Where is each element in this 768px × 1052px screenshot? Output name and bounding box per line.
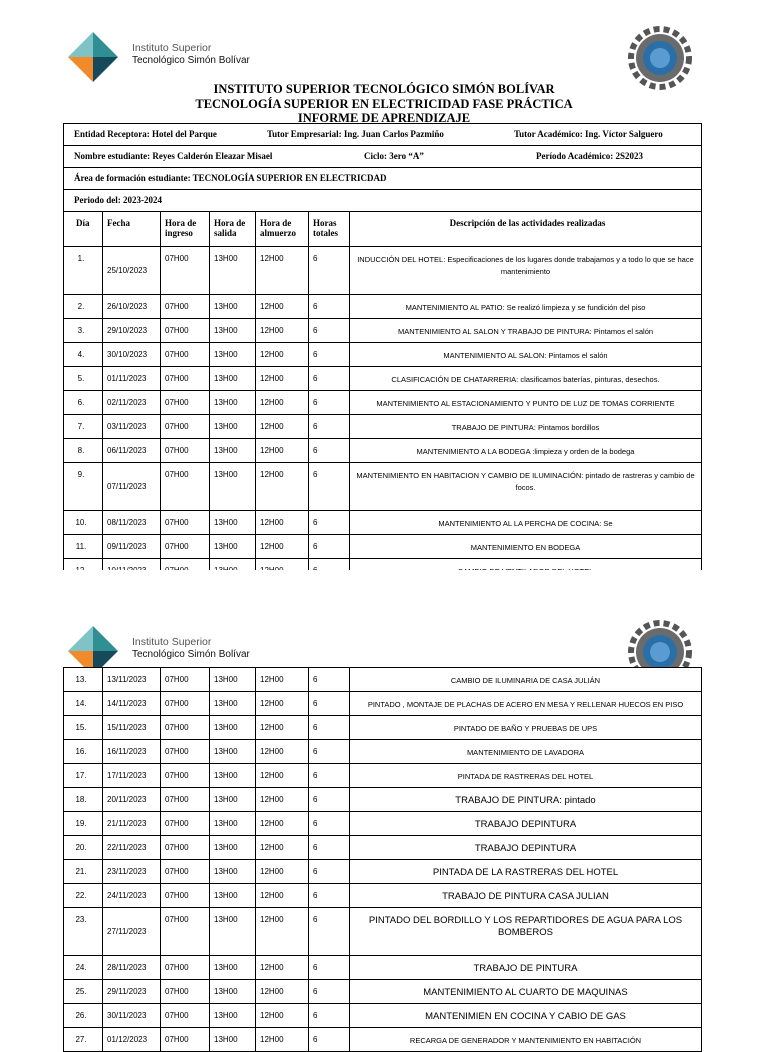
row-descripcion: MANTENIMIENTO DE LAVADORA [350,740,702,764]
document-page-2 [0,612,768,1045]
row-horas-totales: 6 [309,716,350,740]
table-row [64,511,702,535]
row-descripcion: MANTENIMIENTO AL PATIO: Se realizó limpieza y se fundición del piso [350,295,702,319]
col-horas-totales: Horas totales [309,212,350,247]
title-line-2: TECNOLOGÍA SUPERIOR EN ELECTRICIDAD FASE PRÁCTICA [195,96,573,111]
table-row [64,980,702,1004]
row-horas-totales: 6 [309,956,350,980]
row-hora-ingreso: 07H00 [161,319,210,343]
area-formacion: Área de formación estudiante: TECNOLOGÍA SUPERIOR EN ELECTRICDAD [74,173,387,183]
row-number: 25. [64,980,103,1004]
row-fecha: 30/10/2023 [103,343,161,367]
row-horas-totales: 6 [309,812,350,836]
row-fecha: 14/11/2023 [103,692,161,716]
row-horas-totales: 6 [309,511,350,535]
row-descripcion: MANTENIMIENTO A LA BODEGA :limpieza y orden de la bodega [350,439,702,463]
row-hora-ingreso: 07H00 [161,415,210,439]
row-hora-salida: 13H00 [210,716,256,740]
row-fecha: 26/10/2023 [103,295,161,319]
row-hora-salida: 13H00 [210,668,256,692]
row-hora-almuerzo: 12H00 [256,247,309,295]
row-number: 20. [64,836,103,860]
row-fecha: 08/11/2023 [103,511,161,535]
row-fecha: 16/11/2023 [103,740,161,764]
row-hora-ingreso: 07H00 [161,860,210,884]
row-hora-salida: 13H00 [210,692,256,716]
table-row [64,295,702,319]
row-hora-ingreso: 07H00 [161,812,210,836]
row-hora-almuerzo: 12H00 [256,860,309,884]
row-number: 7. [64,415,103,439]
row-number: 17. [64,764,103,788]
row-fecha: 30/11/2023 [103,1004,161,1028]
row-hora-salida: 13H00 [210,788,256,812]
table-row [64,1028,702,1052]
row-hora-ingreso: 07H00 [161,956,210,980]
row-hora-almuerzo: 12H00 [256,463,309,511]
info-header-table [63,123,702,212]
row-horas-totales: 6 [309,1004,350,1028]
col-fecha: Fecha [103,212,161,247]
row-number: 3. [64,319,103,343]
col-hora-salida: Hora de salida [210,212,256,247]
row-horas-totales: 6 [309,415,350,439]
table-row [64,463,702,511]
row-hora-salida: 13H00 [210,367,256,391]
activities-table-page-1 [63,211,702,583]
row-horas-totales: 6 [309,391,350,415]
row-hora-salida: 13H00 [210,740,256,764]
row-fecha: 13/11/2023 [103,668,161,692]
row-fecha: 28/11/2023 [103,956,161,980]
row-hora-almuerzo: 12H00 [256,692,309,716]
table-row [64,247,702,295]
row-horas-totales: 6 [309,668,350,692]
row-hora-ingreso: 07H00 [161,391,210,415]
table-row [64,535,702,559]
col-hora-almuerzo: Hora de almuerzo [256,212,309,247]
row-descripcion: MANTENIMIENTO AL SALON: Pintamos el salón [350,343,702,367]
table-row [64,692,702,716]
page-gap [0,570,768,612]
row-fecha: 22/11/2023 [103,836,161,860]
table-row [64,439,702,463]
row-number: 8. [64,439,103,463]
row-descripcion: TRABAJO DEPINTURA [350,836,702,860]
row-horas-totales: 6 [309,788,350,812]
row-horas-totales: 6 [309,980,350,1004]
row-hora-salida: 13H00 [210,319,256,343]
table-row [64,812,702,836]
row-number: 16. [64,740,103,764]
institute-logo-icon [66,30,120,84]
row-hora-ingreso: 07H00 [161,295,210,319]
row-number: 1. [64,247,103,295]
row-fecha: 17/11/2023 [103,764,161,788]
row-horas-totales: 6 [309,367,350,391]
table-row [64,319,702,343]
row-fecha: 15/11/2023 [103,716,161,740]
row-hora-almuerzo: 12H00 [256,439,309,463]
row-hora-ingreso: 07H00 [161,511,210,535]
row-hora-ingreso: 07H00 [161,908,210,956]
row-horas-totales: 6 [309,295,350,319]
row-fecha: 07/11/2023 [103,463,161,511]
row-fecha: 29/10/2023 [103,319,161,343]
row-fecha: 21/11/2023 [103,812,161,836]
row-horas-totales: 6 [309,343,350,367]
table-row [64,884,702,908]
row-hora-almuerzo: 12H00 [256,884,309,908]
table-row [64,764,702,788]
row-descripcion: MANTENIMIENTO AL LA PERCHA DE COCINA: Se [350,511,702,535]
table-row [64,343,702,367]
row-number: 14. [64,692,103,716]
row-hora-salida: 13H00 [210,343,256,367]
row-hora-almuerzo: 12H00 [256,956,309,980]
row-horas-totales: 6 [309,247,350,295]
row-fecha: 27/11/2023 [103,908,161,956]
title-line-1: INSTITUTO SUPERIOR TECNOLÓGICO SIMÓN BOLÍVAR [213,82,555,96]
row-number: 10. [64,511,103,535]
row-hora-almuerzo: 12H00 [256,908,309,956]
row-hora-ingreso: 07H00 [161,764,210,788]
table-row [64,860,702,884]
row-descripcion: INDUCCIÓN DEL HOTEL: Especificaciones de los lugares donde trabajamos y a todo lo que se hace mantenimiento [350,247,702,295]
row-hora-ingreso: 07H00 [161,788,210,812]
row-horas-totales: 6 [309,319,350,343]
row-number: 4. [64,343,103,367]
row-hora-salida: 13H00 [210,764,256,788]
tutor-empresarial: Tutor Empresarial: Ing. Juan Carlos Pazmiño [267,129,444,139]
row-hora-salida: 13H00 [210,415,256,439]
row-hora-ingreso: 07H00 [161,836,210,860]
row-descripcion: TRABAJO DE PINTURA CASA JULIAN [350,884,702,908]
tutor-academico: Tutor Académico: Ing. Víctor Salguero [514,129,663,139]
row-hora-salida: 13H00 [210,980,256,1004]
row-hora-salida: 13H00 [210,908,256,956]
row-hora-almuerzo: 12H00 [256,367,309,391]
row-hora-ingreso: 07H00 [161,1028,210,1052]
table-row [64,415,702,439]
row-horas-totales: 6 [309,692,350,716]
row-fecha: 03/11/2023 [103,415,161,439]
row-hora-ingreso: 07H00 [161,884,210,908]
row-fecha: 23/11/2023 [103,860,161,884]
row-hora-salida: 13H00 [210,884,256,908]
row-descripcion: TRABAJO DEPINTURA [350,812,702,836]
row-descripcion: MANTENIMIENTO AL SALON Y TRABAJO DE PINTURA: Pintamos el salón [350,319,702,343]
row-hora-almuerzo: 12H00 [256,980,309,1004]
row-hora-ingreso: 07H00 [161,668,210,692]
row-hora-salida: 13H00 [210,956,256,980]
row-fecha: 29/11/2023 [103,980,161,1004]
row-hora-almuerzo: 12H00 [256,415,309,439]
row-number: 23. [64,908,103,956]
row-hora-salida: 13H00 [210,295,256,319]
entidad-receptora: Entidad Receptora: Hotel del Parque [74,129,217,139]
row-number: 18. [64,788,103,812]
row-hora-salida: 13H00 [210,860,256,884]
row-hora-almuerzo: 12H00 [256,295,309,319]
row-descripcion: TRABAJO DE PINTURA [350,956,702,980]
table-row [64,908,702,956]
table-row [64,391,702,415]
row-number: 27. [64,1028,103,1052]
row-descripcion: PINTADA DE RASTRERAS DEL HOTEL [350,764,702,788]
table-row [64,716,702,740]
row-hora-almuerzo: 12H00 [256,764,309,788]
row-fecha: 06/11/2023 [103,439,161,463]
row-hora-salida: 13H00 [210,1004,256,1028]
title-line-3: INFORME DE APRENDIZAJE [297,111,471,125]
row-hora-almuerzo: 12H00 [256,319,309,343]
row-descripcion: RECARGA DE GENERADOR Y MANTENIMIENTO EN HABITACIÓN [350,1028,702,1052]
row-hora-ingreso: 07H00 [161,535,210,559]
row-hora-almuerzo: 12H00 [256,1028,309,1052]
row-horas-totales: 6 [309,1028,350,1052]
row-horas-totales: 6 [309,740,350,764]
row-hora-salida: 13H00 [210,836,256,860]
row-horas-totales: 6 [309,836,350,860]
document-titles [64,82,704,126]
row-hora-salida: 13H00 [210,391,256,415]
row-hora-ingreso: 07H00 [161,367,210,391]
row-descripcion: CAMBIO DE ILUMINARIA DE CASA JULIÁN [350,668,702,692]
row-number: 6. [64,391,103,415]
row-fecha: 01/12/2023 [103,1028,161,1052]
logo-line1-2: Instituto Superior [132,636,212,648]
row-horas-totales: 6 [309,439,350,463]
row-hora-almuerzo: 12H00 [256,812,309,836]
row-fecha: 09/11/2023 [103,535,161,559]
row-number: 9. [64,463,103,511]
row-descripcion: MANTENIMIENTO EN HABITACION Y CAMBIO DE ILUMINACIÓN: pintado de rastreras y cambio de focos. [350,463,702,511]
row-hora-ingreso: 07H00 [161,692,210,716]
row-hora-almuerzo: 12H00 [256,511,309,535]
table-row [64,668,702,692]
row-fecha: 01/11/2023 [103,367,161,391]
periodo-del: Periodo del: 2023-2024 [74,195,162,205]
row-number: 11. [64,535,103,559]
row-horas-totales: 6 [309,908,350,956]
row-descripcion: CLASIFICACIÓN DE CHATARRERIA: clasificamos baterías, pinturas, desechos. [350,367,702,391]
row-descripcion: PINTADA DE LA RASTRERAS DEL HOTEL [350,860,702,884]
row-hora-ingreso: 07H00 [161,247,210,295]
row-hora-almuerzo: 12H00 [256,836,309,860]
activities-table-page-2 [63,667,702,1052]
row-hora-ingreso: 07H00 [161,740,210,764]
nombre-estudiante: Nombre estudiante: Reyes Calderón Eleazar Misael [74,151,273,161]
row-hora-almuerzo: 12H00 [256,716,309,740]
col-dia: Día [64,212,103,247]
table-row [64,1004,702,1028]
row-hora-salida: 13H00 [210,812,256,836]
ciclo: Ciclo: 3ero “A” [364,151,424,161]
row-hora-salida: 13H00 [210,463,256,511]
row-hora-almuerzo: 12H00 [256,535,309,559]
row-horas-totales: 6 [309,535,350,559]
row-hora-salida: 13H00 [210,439,256,463]
row-descripcion: MANTENIMIENTO AL CUARTO DE MAQUINAS [350,980,702,1004]
row-fecha: 25/10/2023 [103,247,161,295]
row-descripcion: MANTENIMIEN EN COCINA Y CABIO DE GAS [350,1004,702,1028]
institute-logo [66,30,266,86]
logo-line1: Instituto Superior [132,42,212,54]
table-row [64,740,702,764]
col-hora-ingreso: Hora de ingreso [161,212,210,247]
row-hora-ingreso: 07H00 [161,1004,210,1028]
row-hora-almuerzo: 12H00 [256,343,309,367]
row-hora-ingreso: 07H00 [161,980,210,1004]
logo-line2-2: Tecnológico Simón Bolívar [132,649,250,660]
periodo-academico: Período Académico: 2S2023 [536,151,643,161]
row-hora-ingreso: 07H00 [161,343,210,367]
row-descripcion: PINTADO , MONTAJE DE PLACHAS DE ACERO EN MESA Y RELLENAR HUECOS EN PISO [350,692,702,716]
row-horas-totales: 6 [309,463,350,511]
row-hora-salida: 13H00 [210,247,256,295]
row-descripcion: PINTADO DEL BORDILLO Y LOS REPARTIDORES DE AGUA PARA LOS BOMBEROS [350,908,702,956]
row-number: 15. [64,716,103,740]
row-descripcion: MANTENIMIENTO AL ESTACIONAMIENTO Y PUNTO DE LUZ DE TOMAS CORRIENTE [350,391,702,415]
table-row [64,956,702,980]
row-hora-almuerzo: 12H00 [256,391,309,415]
row-number: 13. [64,668,103,692]
table-row [64,788,702,812]
gear-seal-icon [628,26,692,90]
row-hora-salida: 13H00 [210,511,256,535]
row-hora-almuerzo: 12H00 [256,1004,309,1028]
row-hora-ingreso: 07H00 [161,716,210,740]
row-fecha: 24/11/2023 [103,884,161,908]
row-horas-totales: 6 [309,764,350,788]
table-header-row [64,212,702,247]
row-hora-almuerzo: 12H00 [256,740,309,764]
row-hora-ingreso: 07H00 [161,463,210,511]
row-number: 21. [64,860,103,884]
row-number: 22. [64,884,103,908]
row-horas-totales: 6 [309,860,350,884]
row-hora-salida: 13H00 [210,535,256,559]
row-number: 5. [64,367,103,391]
row-horas-totales: 6 [309,884,350,908]
row-hora-almuerzo: 12H00 [256,668,309,692]
row-hora-ingreso: 07H00 [161,439,210,463]
row-number: 24. [64,956,103,980]
row-descripcion: TRABAJO DE PINTURA: pintado [350,788,702,812]
row-hora-almuerzo: 12H00 [256,788,309,812]
table-row [64,367,702,391]
row-fecha: 02/11/2023 [103,391,161,415]
row-descripcion: MANTENIMIENTO EN BODEGA [350,535,702,559]
row-number: 19. [64,812,103,836]
row-hora-salida: 13H00 [210,1028,256,1052]
col-descripcion: Descripción de las actividades realizadas [350,212,702,247]
row-number: 26. [64,1004,103,1028]
row-fecha: 20/11/2023 [103,788,161,812]
table-row [64,836,702,860]
row-descripcion: TRABAJO DE PINTURA: Pintamos bordillos [350,415,702,439]
logo-line2: Tecnológico Simón Bolívar [132,55,250,66]
row-number: 2. [64,295,103,319]
row-descripcion: PINTADO DE BAÑO Y PRUEBAS DE UPS [350,716,702,740]
